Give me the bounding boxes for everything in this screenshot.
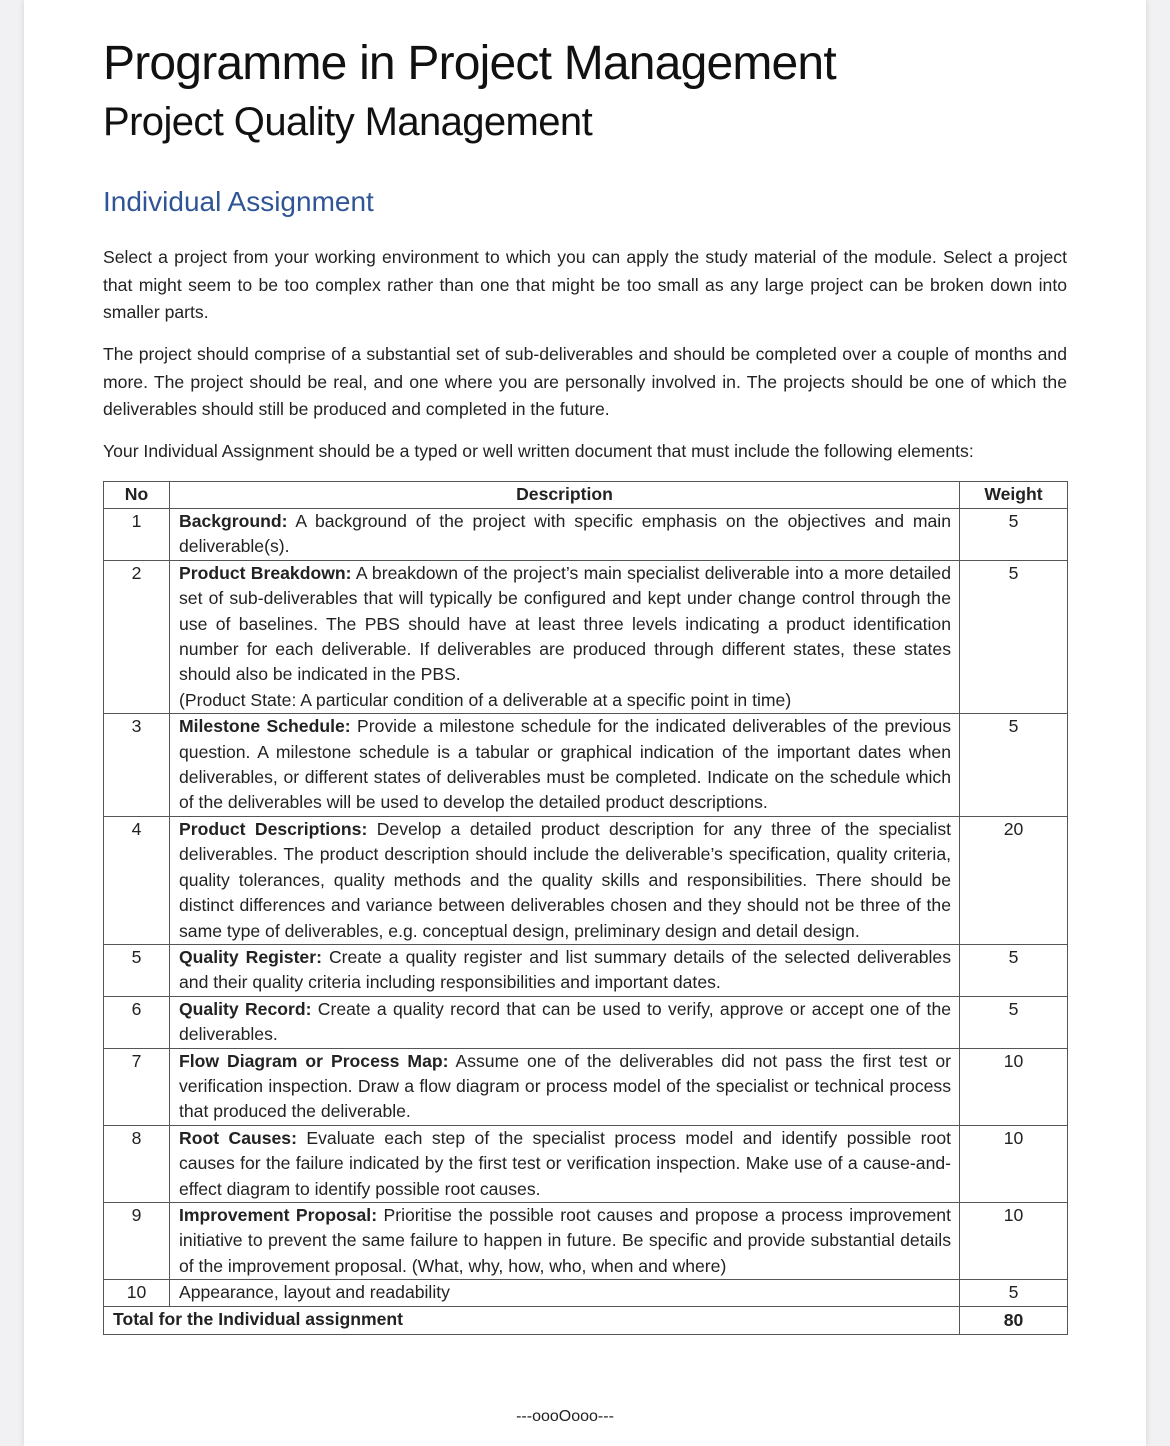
row-number: 3: [104, 714, 170, 817]
row-weight: 5: [960, 996, 1068, 1048]
table-row: [104, 1280, 1068, 1306]
row-weight: 5: [960, 714, 1068, 817]
table-row: [104, 996, 1068, 1048]
total-label: Total for the Individual assignment: [104, 1306, 960, 1334]
row-number: 9: [104, 1202, 170, 1279]
row-description: [170, 1280, 960, 1306]
row-weight: 5: [960, 509, 1068, 561]
table-row: [104, 1125, 1068, 1202]
intro-paragraph-1: Select a project from your working environment to which you can apply the study material of the module. Select a project that might seem to be too complex rather than one that might be too small as any large project can be broken down into smaller parts.: [103, 247, 1067, 323]
column-header-no: No: [104, 482, 170, 509]
row-number: 8: [104, 1125, 170, 1202]
row-number: 1: [104, 509, 170, 561]
row-text: Prioritise the possible root causes and propose a process improvement initiative to prevent the same failure to happen in future. Be specific and provide substantial details of the improvement proposal. (What, why, how, who, when and where): [179, 1204, 951, 1276]
row-term: Quality Record:: [179, 998, 312, 1019]
total-value: 80: [960, 1306, 1068, 1334]
row-term: Milestone Schedule:: [179, 716, 351, 737]
assignment-elements-table: [103, 481, 1068, 1335]
row-number: 2: [104, 560, 170, 713]
column-header-weight: Weight: [960, 482, 1068, 509]
table-row: [104, 509, 1068, 561]
row-text: Create a quality register and list summary details of the selected deliverables and their quality criteria including responsibilities and important dates.: [179, 946, 951, 993]
row-weight: 20: [960, 816, 1068, 944]
row-term: Flow Diagram or Process Map:: [179, 1050, 449, 1071]
row-text: Appearance, layout and readability: [179, 1282, 450, 1303]
row-description: [170, 996, 960, 1048]
row-number: 7: [104, 1048, 170, 1125]
row-text: A background of the project with specific emphasis on the objectives and main deliverable(s).: [179, 511, 951, 557]
row-weight: 5: [960, 944, 1068, 996]
row-weight: 10: [960, 1125, 1068, 1202]
row-number: 4: [104, 816, 170, 944]
row-term: Quality Register:: [179, 946, 322, 967]
table-header-row: [104, 482, 1068, 509]
row-note: (Product State: A particular condition of a deliverable at a specific point in time): [179, 689, 792, 710]
table-row: [104, 714, 1068, 817]
row-description: [170, 944, 960, 996]
table-row: [104, 944, 1068, 996]
row-weight: 5: [960, 560, 1068, 713]
row-description: [170, 560, 960, 713]
table-row: [104, 1048, 1068, 1125]
row-description: [170, 1048, 960, 1125]
document-page: [24, 0, 1146, 1446]
row-term: Background:: [179, 511, 288, 531]
row-description: [170, 714, 960, 817]
row-weight: 5: [960, 1280, 1068, 1306]
row-description: [170, 1202, 960, 1279]
row-number: 10: [104, 1280, 170, 1306]
table-row: [104, 1202, 1068, 1279]
page-title: Programme in Project Management: [103, 37, 836, 90]
page-subtitle: Project Quality Management: [103, 100, 593, 144]
row-text: Develop a detailed product description for any three of the specialist deliverables. The product description should include the deliverable’s specification, quality criteria, quality tolerances, quality methods and the quality skills and responsibilities. There should be distinct differences and variance between deliverables chosen and they should not be three of the same type of deliverables, e.g. conceptual design, preliminary design and detail design.: [179, 818, 952, 941]
row-text: Assume one of the deliverables did not pass the first test or verification inspection. Draw a flow diagram or process model of the specialist or technical process that produced the deliverable.: [179, 1050, 951, 1122]
row-number: 5: [104, 944, 170, 996]
table-row: [104, 560, 1068, 713]
intro-paragraph-3: Your Individual Assignment should be a typed or well written document that must include the following elements:: [103, 441, 974, 461]
row-description: [170, 509, 960, 561]
row-weight: 10: [960, 1048, 1068, 1125]
row-weight: 10: [960, 1202, 1068, 1279]
row-text: Evaluate each step of the specialist process model and identify possible root causes for the failure indicated by the first test or verification inspection. Make use of a cause-and-effect diagram to identify possible root causes.: [179, 1127, 951, 1199]
row-description: [170, 1125, 960, 1202]
intro-paragraph-2: The project should comprise of a substantial set of sub-deliverables and should be completed over a couple of months and more. The project should be real, and one where you are personally involved in. The projects should be one of which the deliverables should still be produced and completed in the future.: [103, 344, 1067, 420]
end-marker: ---oooOooo---: [516, 1408, 614, 1425]
section-heading: Individual Assignment: [103, 186, 374, 217]
table-row: [104, 816, 1068, 944]
row-number: 6: [104, 996, 170, 1048]
table-total-row: [104, 1306, 1068, 1334]
row-term: Root Causes:: [179, 1127, 297, 1148]
row-text: Provide a milestone schedule for the indicated deliverables of the previous question. A milestone schedule is a tabular or graphical indication of the important dates when deliverables, or different states of deliverables must be completed. Indicate on the schedule which of the deliverables will be used to develop the detailed product descriptions.: [179, 716, 951, 813]
row-text: Create a quality record that can be used to verify, approve or accept one of the deliverables.: [179, 998, 952, 1045]
row-text: A breakdown of the project’s main specialist deliverable into a more detailed set of sub-deliverables that will typically be configured and kept under change control through the use of baselines. The PBS should have at least three levels indicating a product identification number for each deliverable. If deliverables are produced through different states, these states should also be indicated in the PBS.: [179, 562, 952, 685]
column-header-description: Description: [170, 482, 960, 509]
row-term: Product Breakdown:: [179, 562, 352, 583]
row-term: Improvement Proposal:: [179, 1204, 378, 1225]
row-term: Product Descriptions:: [179, 818, 368, 839]
row-description: [170, 816, 960, 944]
